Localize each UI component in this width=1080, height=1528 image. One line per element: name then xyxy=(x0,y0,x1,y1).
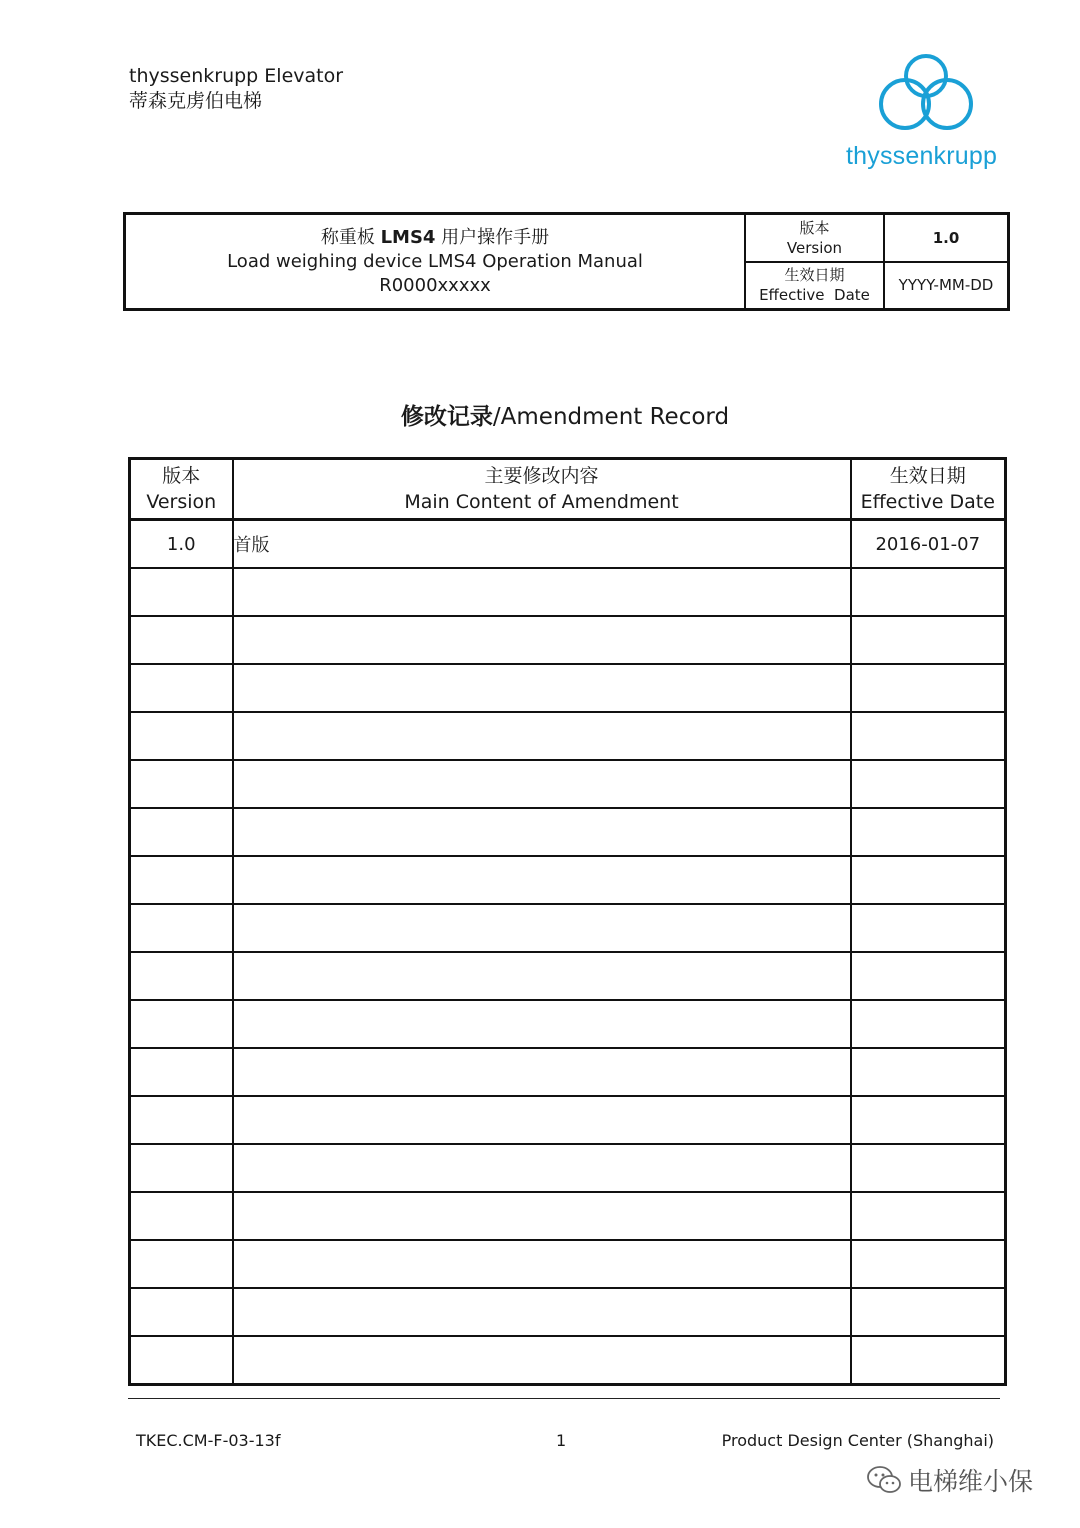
table-row xyxy=(130,568,1006,616)
table-row xyxy=(130,952,1006,1000)
cell-version xyxy=(130,1336,233,1385)
cell-content xyxy=(233,808,851,856)
footer-department: Product Design Center (Shanghai) xyxy=(721,1431,994,1450)
table-row xyxy=(130,1192,1006,1240)
cell-version xyxy=(130,616,233,664)
cell-content xyxy=(233,664,851,712)
document-header-table xyxy=(123,212,1010,311)
cell-content xyxy=(233,856,851,904)
company-name-cn: 蒂森克虏伯电梯 xyxy=(129,90,263,112)
cell-content xyxy=(233,1192,851,1240)
cell-date: 2016-01-07 xyxy=(851,520,1006,569)
table-row xyxy=(130,1096,1006,1144)
cell-content xyxy=(233,904,851,952)
cell-version: 1.0 xyxy=(130,520,233,569)
cell-content xyxy=(233,568,851,616)
document-title-block xyxy=(126,215,746,308)
cell-date xyxy=(851,760,1006,808)
cell-date xyxy=(851,904,1006,952)
footer-divider xyxy=(128,1398,1000,1399)
cell-date xyxy=(851,616,1006,664)
table-row xyxy=(130,1144,1006,1192)
cell-date xyxy=(851,1000,1006,1048)
table-header-row xyxy=(130,459,1006,520)
table-row xyxy=(130,712,1006,760)
cell-date xyxy=(851,1096,1006,1144)
cell-date xyxy=(851,808,1006,856)
table-row xyxy=(130,520,1006,569)
section-title: 修改记录/Amendment Record xyxy=(400,404,730,430)
document-title-cn: 称重板 LMS4 用户操作手册 xyxy=(320,226,550,248)
watermark-text: 电梯维小保 xyxy=(908,1467,1034,1496)
cell-content xyxy=(233,1096,851,1144)
cell-version xyxy=(130,1096,233,1144)
cell-date xyxy=(851,568,1006,616)
cell-content xyxy=(233,952,851,1000)
table-row xyxy=(130,760,1006,808)
company-name xyxy=(129,64,343,114)
table-row xyxy=(130,808,1006,856)
document-title-en: Load weighing device LMS4 Operation Manual xyxy=(227,250,643,272)
document-code: R0000xxxxx xyxy=(379,274,491,296)
column-header-date: 生效日期 Effective Date xyxy=(851,459,1006,520)
watermark xyxy=(866,1462,1033,1498)
company-name-en: thyssenkrupp Elevator xyxy=(129,65,344,87)
version-value: 1.0 xyxy=(932,228,960,247)
thyssenkrupp-logo xyxy=(842,52,1012,182)
cell-version xyxy=(130,856,233,904)
cell-version xyxy=(130,712,233,760)
table-row xyxy=(130,1000,1006,1048)
cell-version xyxy=(130,1000,233,1048)
cell-content xyxy=(233,1288,851,1336)
cell-date xyxy=(851,1240,1006,1288)
cell-date xyxy=(851,1336,1006,1385)
table-row xyxy=(130,616,1006,664)
cell-content xyxy=(233,760,851,808)
cell-date xyxy=(851,1144,1006,1192)
thyssenkrupp-rings-logo-icon xyxy=(878,52,974,136)
table-row xyxy=(130,904,1006,952)
cell-content xyxy=(233,1048,851,1096)
cell-version xyxy=(130,1144,233,1192)
cell-date xyxy=(851,1048,1006,1096)
cell-date xyxy=(851,856,1006,904)
table-row xyxy=(130,1336,1006,1385)
cell-version xyxy=(130,568,233,616)
footer-form-code: TKEC.CM-F-03-13f xyxy=(136,1431,281,1450)
cell-version xyxy=(130,1288,233,1336)
table-row xyxy=(130,856,1006,904)
cell-date xyxy=(851,712,1006,760)
cell-version xyxy=(130,952,233,1000)
cell-version xyxy=(130,1240,233,1288)
cell-content xyxy=(233,1336,851,1385)
effective-date-row xyxy=(746,261,1007,309)
cell-date xyxy=(851,1192,1006,1240)
cell-version xyxy=(130,904,233,952)
version-row xyxy=(746,215,1007,261)
document-meta xyxy=(746,215,1007,308)
cell-version xyxy=(130,664,233,712)
table-row xyxy=(130,1240,1006,1288)
cell-content xyxy=(233,1000,851,1048)
cell-version xyxy=(130,760,233,808)
amendment-record-table xyxy=(128,457,1007,1386)
cell-version xyxy=(130,1192,233,1240)
wechat-icon xyxy=(866,1464,902,1496)
cell-content xyxy=(233,712,851,760)
cell-content xyxy=(233,1144,851,1192)
cell-date xyxy=(851,952,1006,1000)
cell-content xyxy=(233,616,851,664)
column-header-version: 版本 Version xyxy=(130,459,233,520)
table-row xyxy=(130,664,1006,712)
footer-page-number: 1 xyxy=(556,1431,567,1450)
cell-date xyxy=(851,1288,1006,1336)
version-label: 版本 Version xyxy=(746,215,885,261)
cell-date xyxy=(851,664,1006,712)
column-header-content: 主要修改内容 Main Content of Amendment xyxy=(233,459,851,520)
effective-date-value: YYYY-MM-DD xyxy=(898,276,994,295)
table-row xyxy=(130,1048,1006,1096)
logo-wordmark: thyssenkrupp xyxy=(846,142,998,170)
cell-version xyxy=(130,1048,233,1096)
table-row xyxy=(130,1288,1006,1336)
cell-content: 首版 xyxy=(233,520,851,569)
effective-date-label: 生效日期 Effective Date xyxy=(746,263,885,309)
cell-content xyxy=(233,1240,851,1288)
cell-version xyxy=(130,808,233,856)
